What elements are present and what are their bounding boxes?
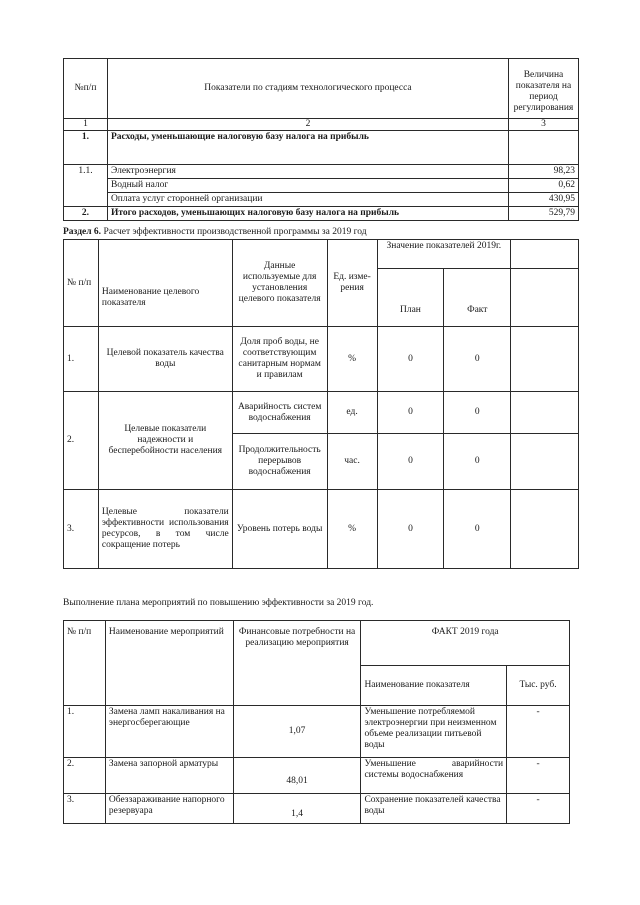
row-plan: 0	[377, 327, 444, 392]
header-name: Наименование целевого показателя	[98, 240, 232, 327]
row-data: Продолжительность перерывов водоснабжения	[232, 434, 327, 490]
row-num: 2.	[64, 392, 99, 490]
index-cell: 2	[107, 119, 508, 131]
row-fact: 0	[444, 327, 511, 392]
header-plan: План	[377, 269, 444, 327]
row-name: Целевые показатели надежности и бесперебойности населения	[98, 392, 232, 490]
section6-title: Расчет эффективности производственной программы за 2019 год	[103, 227, 367, 237]
row-data: Доля проб воды, не соответствующим санитарным нормам и правилам	[232, 327, 327, 392]
row-plan: 0	[377, 392, 444, 434]
row-num: 3.	[64, 794, 106, 824]
index-cell: 3	[509, 119, 579, 131]
row-unit: %	[327, 490, 377, 569]
row-fact: 0	[444, 490, 511, 569]
row-name: Обеззараживание напорного резервуара	[105, 794, 233, 824]
item-value: 0,62	[509, 179, 579, 193]
header-num: № п/п	[64, 240, 99, 327]
header-finance: Финансовые потребности на реализацию мероприятия	[233, 621, 361, 706]
row-name: Замена запорной арматуры	[105, 758, 233, 794]
measures-table	[63, 620, 570, 824]
row-num: 2.	[64, 758, 106, 794]
header-fact: Факт	[444, 269, 511, 327]
efficiency-table	[63, 239, 579, 569]
row-finance: 48,01	[233, 758, 361, 794]
row-indicator: Уменьшение потребляемой электроэнергии при неизменном объеме реализации питьевой воды	[361, 706, 507, 758]
row-fact: 0	[444, 392, 511, 434]
empty-cell	[511, 434, 579, 490]
row-plan: 0	[377, 490, 444, 569]
header-indicator: Наименование показателя	[361, 666, 507, 706]
header-values: Значение показателей 2019г.	[377, 240, 511, 269]
row-unit: %	[327, 327, 377, 392]
header-indicator: Показатели по стадиям технологического процесса	[107, 59, 508, 119]
row-num: 3.	[64, 490, 99, 569]
header-num: № п/п	[64, 621, 106, 706]
item-name: Электроэнергия	[107, 165, 508, 179]
header-data: Данные используемые для установления целевого показателя	[232, 240, 327, 327]
empty-cell	[511, 327, 579, 392]
empty-cell	[511, 392, 579, 434]
empty-cell	[509, 131, 579, 165]
row-indicator: Уменьшение аварийности системы водоснабжения	[361, 758, 507, 794]
section6-caption	[63, 227, 367, 237]
row-fact: 0	[444, 434, 511, 490]
section-title: Расходы, уменьшающие налоговую базу налога на прибыль	[107, 131, 508, 165]
row-name: Замена ламп накаливания на энергосберегающие	[105, 706, 233, 758]
row-finance: 1,4	[233, 794, 361, 824]
empty-cell	[511, 240, 579, 269]
item-value: 98,23	[509, 165, 579, 179]
row-amount: -	[507, 706, 570, 758]
row-amount: -	[507, 758, 570, 794]
empty-cell	[511, 490, 579, 569]
section6-prefix: Раздел 6.	[63, 227, 102, 237]
item-name: Водный налог	[107, 179, 508, 193]
total-value: 529,79	[509, 207, 579, 221]
item-name: Оплата услуг сторонней организации	[107, 193, 508, 207]
total-num: 2.	[64, 207, 108, 221]
header-fact: ФАКТ 2019 года	[361, 621, 570, 666]
index-cell: 1	[64, 119, 108, 131]
measures-caption: Выполнение плана мероприятий по повышению эффективности за 2019 год.	[63, 598, 374, 608]
row-amount: -	[507, 794, 570, 824]
row-num: 1.	[64, 706, 106, 758]
header-num: №п/п	[64, 59, 108, 119]
row-plan: 0	[377, 434, 444, 490]
row-indicator: Сохранение показателей качества воды	[361, 794, 507, 824]
row-unit: час.	[327, 434, 377, 490]
header-amount: Тыс. руб.	[507, 666, 570, 706]
row-num: 1.	[64, 327, 99, 392]
row-unit: ед.	[327, 392, 377, 434]
tax-base-table	[63, 58, 579, 221]
row-name: Целевые показатели эффективности использования ресурсов, в том числе сокращение потерь	[98, 490, 232, 569]
header-value: Величина показателя на период регулирования	[509, 59, 579, 119]
row-finance: 1,07	[233, 706, 361, 758]
header-unit: Ед. изме-рения	[327, 240, 377, 327]
total-label: Итого расходов, уменьшающих налоговую базу налога на прибыль	[107, 207, 508, 221]
sub-num: 1.1.	[64, 165, 108, 207]
row-data: Аварийность систем водоснабжения	[232, 392, 327, 434]
empty-cell	[511, 269, 579, 327]
row-name: Целевой показатель качества воды	[98, 327, 232, 392]
row-data: Уровень потерь воды	[232, 490, 327, 569]
section-num: 1.	[64, 131, 108, 165]
item-value: 430,95	[509, 193, 579, 207]
header-name: Наименование мероприятий	[105, 621, 233, 706]
